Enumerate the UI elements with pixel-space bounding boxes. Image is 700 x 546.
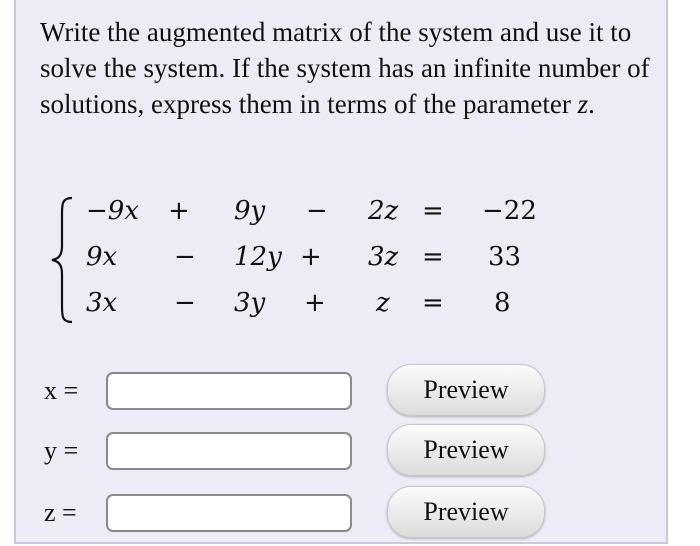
coef-x: −9x [86,196,139,226]
coef-y: 3y [234,288,266,318]
rhs-value: −22 [482,196,537,226]
answer-label-y: y = [44,436,79,465]
y-answer-input[interactable] [106,432,352,470]
parameter-variable: z [577,89,589,119]
equals-sign: = [422,288,444,318]
equals-sign: = [422,242,444,272]
x-answer-input[interactable] [106,372,352,410]
answer-row-z [44,494,664,534]
operator: + [304,288,326,318]
z-answer-input[interactable] [106,494,352,532]
operator: − [174,242,196,272]
coef-y: 9y [234,196,266,226]
operator: + [300,242,322,272]
answer-label-z: z = [44,498,77,527]
coef-x: 9x [86,242,118,272]
problem-statement [40,14,650,122]
coef-z: 2z [368,196,399,226]
rhs-value: 33 [488,242,522,272]
coef-y: 12y [234,242,282,272]
operator: − [306,196,328,226]
preview-x-button[interactable]: Preview [387,364,545,416]
left-brace-icon [50,196,74,324]
rhs-value: 8 [494,288,511,318]
operator: − [174,288,196,318]
equation-system [50,196,590,326]
coef-z: 3z [368,242,399,272]
problem-text: Write the augmented matrix of the system and use it to solve the system. If the system has an infinite number of solutions, express them in terms of the parameter [40,17,650,119]
question-panel [14,0,668,544]
preview-y-button[interactable]: Preview [387,424,545,476]
preview-z-button[interactable]: Preview [387,486,545,538]
operator: + [168,196,190,226]
coef-x: 3x [86,288,118,318]
coef-z: z [376,288,390,318]
answer-label-x: x = [44,376,79,405]
problem-text-end: . [588,89,595,119]
answer-row-y [44,432,664,472]
equals-sign: = [422,196,444,226]
answer-row-x [44,372,664,412]
